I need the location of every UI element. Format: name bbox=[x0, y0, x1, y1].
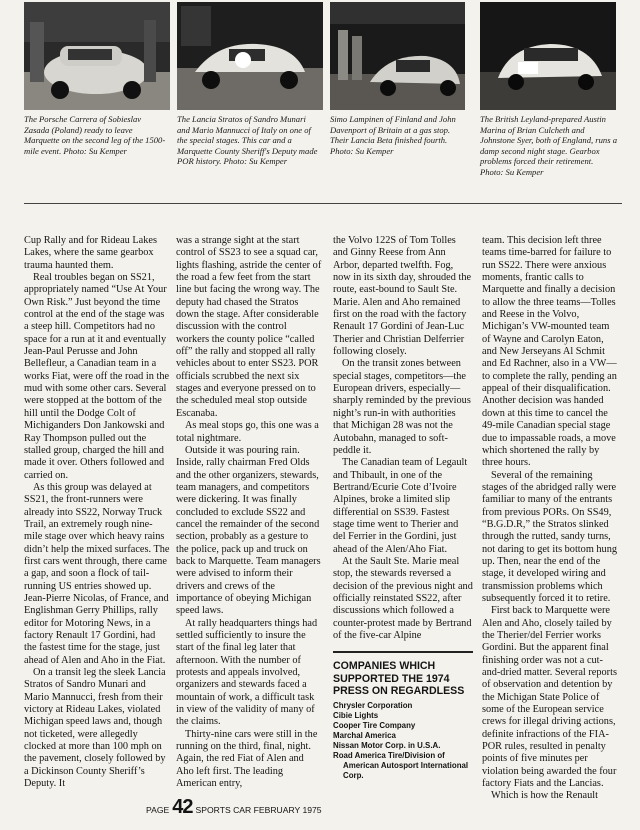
page-number: 42 bbox=[172, 796, 193, 818]
photo-caption: The British Leyland-prepared Austin Marina of Brian Culcheth and Johnstone Syer, both of England, runs a damp second night stage. Gearbox problems forced their retirement. Photo: Su Kemper bbox=[480, 114, 618, 177]
page-footer bbox=[146, 796, 322, 824]
sponsor-box bbox=[333, 651, 473, 781]
paragraph: the Volvo 122S of Tom Tolles and Ginny Reese from Ann Arbor, departed twelfth. Fog, now in its sixth day, shrouded the route, east-bound to Sault Ste. Marie. Alen and Aho remained first on the road with the factory Renault 17 Gordini of Jean-Luc Therier and Christian Delferrier following closely. bbox=[333, 235, 472, 358]
photo-caption: Simo Lampinen of Finland and John Davenport of Britain at a gas stop. Their Lancia Beta finished fourth. Photo: Su Kemper bbox=[330, 114, 456, 156]
article-column-4 bbox=[482, 235, 620, 802]
paragraph: Outside it was pouring rain. Inside, rally chairman Fred Olds and the other organizers, stewards, team managers, and competitors were dickering. It was finally concluded to exclude SS22 and cancel the remainder of the second section, probably as a gesture to the police, pack up and truck on back to Marquette. Team managers were advised to inform their drivers and crews of the importance of obeying Michigan speed laws. bbox=[176, 444, 321, 617]
sponsor-item: Marchal America bbox=[333, 730, 396, 740]
sponsor-item: Chrysler Corporation bbox=[333, 700, 413, 710]
article-column-1 bbox=[24, 235, 170, 795]
sponsor-item: Road America Tire/Division of American Autosport International Corp. bbox=[333, 750, 469, 780]
paragraph: Thirty-nine cars were still in the running on the third, final, night. Again, the red Fiat of Alen and Aho left first. The leading American entry, bbox=[176, 728, 318, 790]
photo-porsche bbox=[24, 2, 170, 110]
sponsor-item: Cibie Lights bbox=[333, 710, 379, 720]
section-divider bbox=[24, 203, 622, 204]
photo-lancia-beta bbox=[330, 2, 465, 110]
rally-car-photo-icon bbox=[177, 2, 323, 110]
photo-caption: The Porsche Carrera of Sobieslav Zasada (Poland) ready to leave Marquette on the second leg of the 1500-mile event. Photo: Su Kemper bbox=[24, 114, 166, 156]
paragraph: As this group was delayed at SS21, the front-runners were already into SS22, Norway Truck Trail, an extremely rough nine-mile stage over which heavy rains didn’t help the mixed surfaces. The first cars went through, there came a gap, and soon a flock of tail-running US entries showed up. Jean-Pierre Nicolas, of France, and Englishman Gerry Phillips, rally editor for Motoring News, in a factory Renault 17 Gordini, had the fastest time for the stage, just ahead of Alen and Aho in the Fiat. bbox=[24, 481, 170, 666]
paragraph: Cup Rally and for Rideau Lakes Lakes, where the same gearbox trauma haunted them. bbox=[24, 235, 157, 271]
sponsor-box-title: COMPANIES WHICH SUPPORTED THE 1974 PRESS ON REGARDLESS bbox=[333, 660, 465, 698]
article-column-3 bbox=[333, 235, 473, 795]
page-label: PAGE bbox=[146, 805, 170, 815]
rally-car-photo-icon bbox=[24, 2, 170, 110]
paragraph: Several of the remaining stages of the abridged rally were familiar to many of the entrants from previous PORs. On SS49, “B.G.D.R,” the Stratos slinked through the rutted, sandy turns, not daring to get its bottom hung up. Then, near the end of the stage, it developed wiring and transmission problems which subsequently forced it to retire. bbox=[482, 469, 617, 604]
sponsor-item: Cooper Tire Company bbox=[333, 720, 416, 730]
paragraph: As meal stops go, this one was a total nightmare. bbox=[176, 420, 319, 444]
sponsor-item: Nissan Motor Corp. in U.S.A. bbox=[333, 740, 441, 750]
rally-car-photo-icon bbox=[480, 2, 616, 110]
paragraph: On a transit leg the sleek Lancia Stratos of Sandro Munari and Mario Mannucci, fresh from their victory at Rideau Lakes, violated Michigan speed laws and, though not ticketed, were allegedly clocked at more than 100 mph on the pavement, closely followed by a Dickinson County Sheriff’s Deputy. It bbox=[24, 667, 166, 790]
paragraph: At rally headquarters things had settled sufficiently to insure the start of the final leg later that afternoon. With the number of protests and appeals involved, organizers and stewards faced a mountain of work, a difficult task in view of the validity of many of the claims. bbox=[176, 617, 318, 728]
paragraph: On the transit zones between special stages, competitors—the European drivers, especially—sharply reminded by the previous night’s run-in with authorities that Michigan 28 was not the Autobahn, managed to soft-peddle it. bbox=[333, 358, 471, 456]
paragraph: First back to Marquette were Alen and Aho, closely tailed by the Therier/del Ferrier works Gordini. But the apparent final finishing order was not a cut-and-dried matter. Several reports of observation and detention by the Michigan State Police of some of the European service crews for illegal driving actions, definite infractions of the FIA-POR rules, resulted in penalty points of five minutes per violation being awarded the four factory Fiats and the Lancias. bbox=[482, 605, 617, 790]
paragraph: At the Sault Ste. Marie meal stop, the stewards reversed a decision of the previous night and officially reinstated SS22, after discussions which followed a counter-protest made by Bertrand of the five-car Alpine bbox=[333, 555, 473, 641]
paragraph: The Canadian team of Legault and Thibault, in one of the Bertrand/Ecurie Cote d’Ivoire Alpines, broke a limited slip differential on SS39. Fastest stage time went to Therier and del Ferrier in the Gordini, just ahead of the Alen/Aho Fiat. bbox=[333, 457, 468, 555]
paragraph: team. This decision left three teams time-barred for failure to run SS22. There were anxious moments, frantic calls to Marquette and finally a decision to allow the three teams—Tolles and Reese in the Volvo, Michigan’s VW-mounted team of Wayne and Carolyn Eaton, and New Jerseyans Al Schmit and Ed Rachner, also in a VW—to complete the rally, pending an appeal of their disqualification. Another decision was handed down at this time to cancel the 49-mile Canadian special stage due to impassable roads, a move which shortened the rally by three hours. bbox=[482, 235, 617, 469]
paragraph: Real troubles began on SS21, appropriately named “Use At Your Own Risk.” Just beyond the time control at the end of the stage was a steep hill. Competitors had no space for a run at it and eventually Jean-Paul Perusse and John Bellefleur, a Canadian team in a works Fiat, were off the road in the mud with some other cars. Several were stopped at the bottom of the hill until the Dodge Colt of Michiganders Don Jankowski and Ray Thompson pulled out the stalled group, charged the hill and made it over. Others followed and carried on. bbox=[24, 272, 170, 481]
paragraph: Which is how the Renault bbox=[491, 790, 598, 802]
article-column-2 bbox=[176, 235, 322, 795]
photo-caption: The Lancia Stratos of Sandro Munari and Mario Mannucci of Italy on one of the special stages. This car and a Marquette County Sheriff's Deputy made POR history. Photo: Su Kemper bbox=[177, 114, 318, 166]
photo-austin-marina bbox=[480, 2, 616, 110]
paragraph: was a strange sight at the start control of SS23 to see a squad car, lights flashing, astride the center of the road a few feet from the start line but facing the wrong way. The deputy had chased the Stratos down the stage. After considerable discussion with the control workers the county police “called off” the rally and stopped all rally vehicles about to enter SS23. POR officials scrubbed the next six stages and everyone pressed on to the scheduled meal stop outside Escanaba. bbox=[176, 235, 322, 419]
photo-lancia-stratos bbox=[177, 2, 323, 110]
rally-car-photo-icon bbox=[330, 2, 465, 110]
magazine-issue: SPORTS CAR FEBRUARY 1975 bbox=[195, 805, 322, 815]
